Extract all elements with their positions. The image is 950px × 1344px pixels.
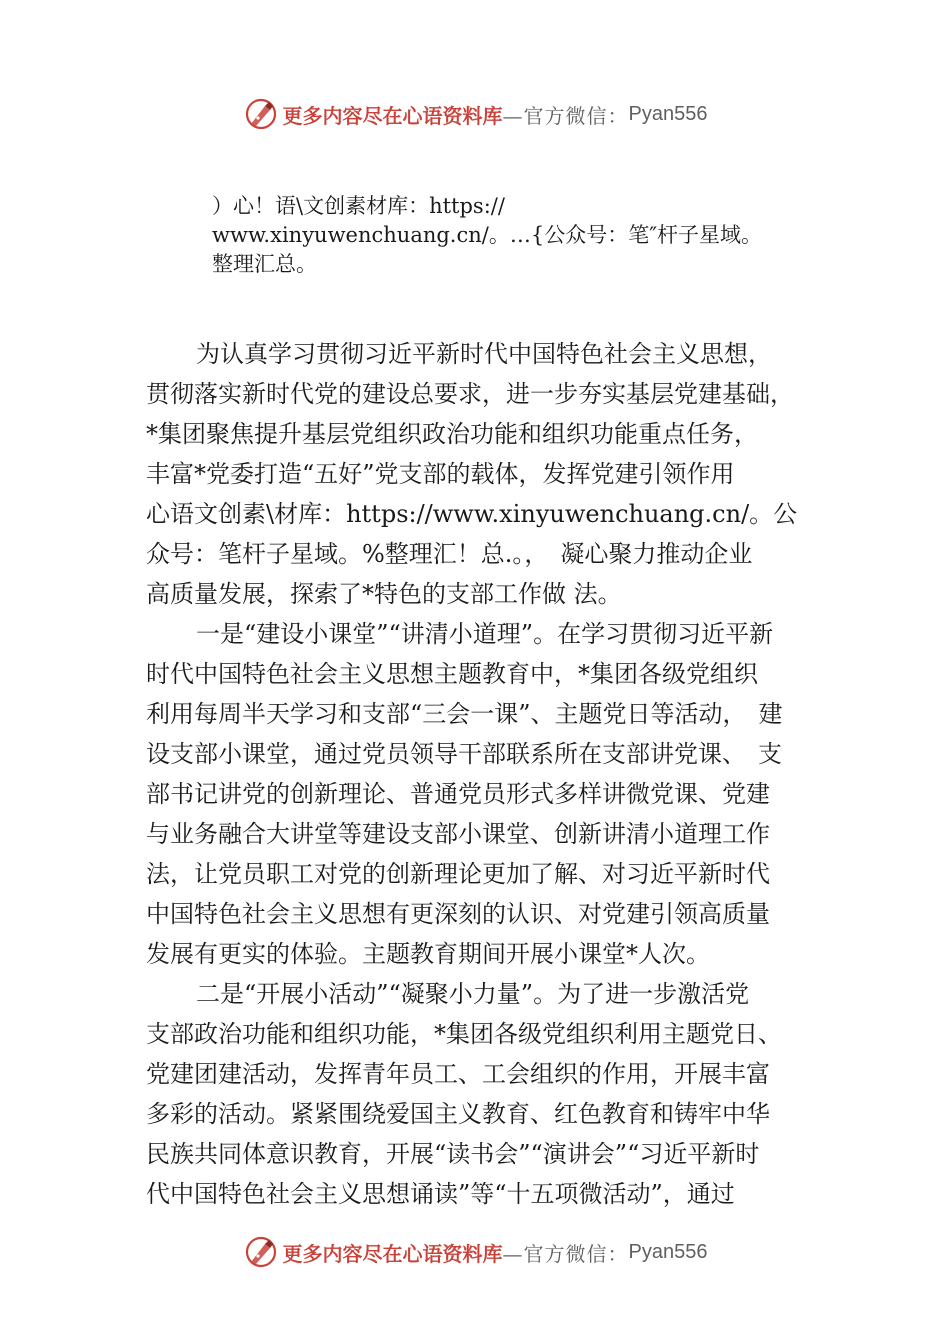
wechat-account: Pyan556 [628,1240,708,1263]
source-note [212,192,852,279]
brand-text: 更多内容尽在心语资料库 [282,1241,503,1266]
text-line: 发展有更实的体验。主题教育期间开展小课堂*人次。 [146,940,710,968]
wechat-label: —官方微信： [502,103,629,128]
text-line: 代中国特色社会主义思想诵读”等“十五项微活动”，通过 [146,1180,735,1208]
text-line: 贯彻落实新时代党的建设总要求，进一步夯实基层党建基础， [146,380,794,408]
text-line: 心语文创素\材库：https://www.xinyuwenchuang.cn/。公 [146,500,798,528]
text-line: 党建团建活动，发挥青年员工、工会组织的作用，开展丰富 [146,1060,770,1088]
text-line: 中国特色社会主义思想有更深刻的认识、对党建引领高质量 [146,900,770,928]
text-line: 部书记讲党的创新理论、普通党员形式多样讲微党课、党建 [146,780,770,808]
text-line: 二是“开展小活动”“凝聚小力量”。为了进一步激活党 [196,980,750,1008]
wechat-label: —官方微信： [502,1241,629,1266]
text-line: 多彩的活动。紧紧围绕爱国主义教育、红色教育和铸牢中华 [146,1100,770,1128]
text-line: 与业务融合大讲堂等建设支部小课堂、创新讲清小道理工作 [146,820,770,848]
pen-nib-logo-icon [243,96,279,132]
text-line: 丰富*党委打造“五好”党支部的载体，发挥党建引领作用 [146,460,735,488]
text-line: 为认真学习贯彻习近平新时代中国特色社会主义思想， [196,340,772,368]
document-body [146,334,826,1214]
brand-text: 更多内容尽在心语资料库 [282,103,503,128]
source-note-line: 整理汇总。 [212,252,317,276]
text-line: 支部政治功能和组织功能，*集团各级党组织利用主题党日、 [146,1020,782,1048]
text-line: 利用每周半天学习和支部“三会一课”、主题党日等活动， 建 [146,700,783,728]
text-line: 众号：笔杆子星域。%整理汇！总.。， 凝心聚力推动企业 [146,540,753,568]
paragraph-3 [146,974,826,1214]
text-line: 设支部小课堂，通过党员领导干部联系所在支部讲党课、 支 [146,740,782,768]
pen-nib-logo-icon [243,1234,279,1270]
text-line: 高质量发展，探索了*特色的支部工作做 法。 [146,580,622,608]
header-banner [0,94,950,134]
source-note-line: ）心！语\文创素材库：https:// [212,194,505,218]
text-line: 法，让党员职工对党的创新理论更加了解、对习近平新时代 [146,860,770,888]
paragraph-1 [146,334,826,614]
text-line: 时代中国特色社会主义思想主题教育中，*集团各级党组织 [146,660,758,688]
paragraph-2 [146,614,826,974]
text-line: *集团聚焦提升基层党组织政治功能和组织功能重点任务， [146,420,758,448]
text-line: 一是“建设小课堂”“讲清小道理”。在学习贯彻习近平新 [196,620,774,648]
text-line: 民族共同体意识教育，开展“读书会”“演讲会”“习近平新时 [146,1140,760,1168]
source-note-line: www.xinyuwenchuang.cn/。…{公众号：笔″杆子星域。 [212,223,763,247]
footer-banner [0,1232,950,1272]
wechat-account: Pyan556 [628,102,708,125]
